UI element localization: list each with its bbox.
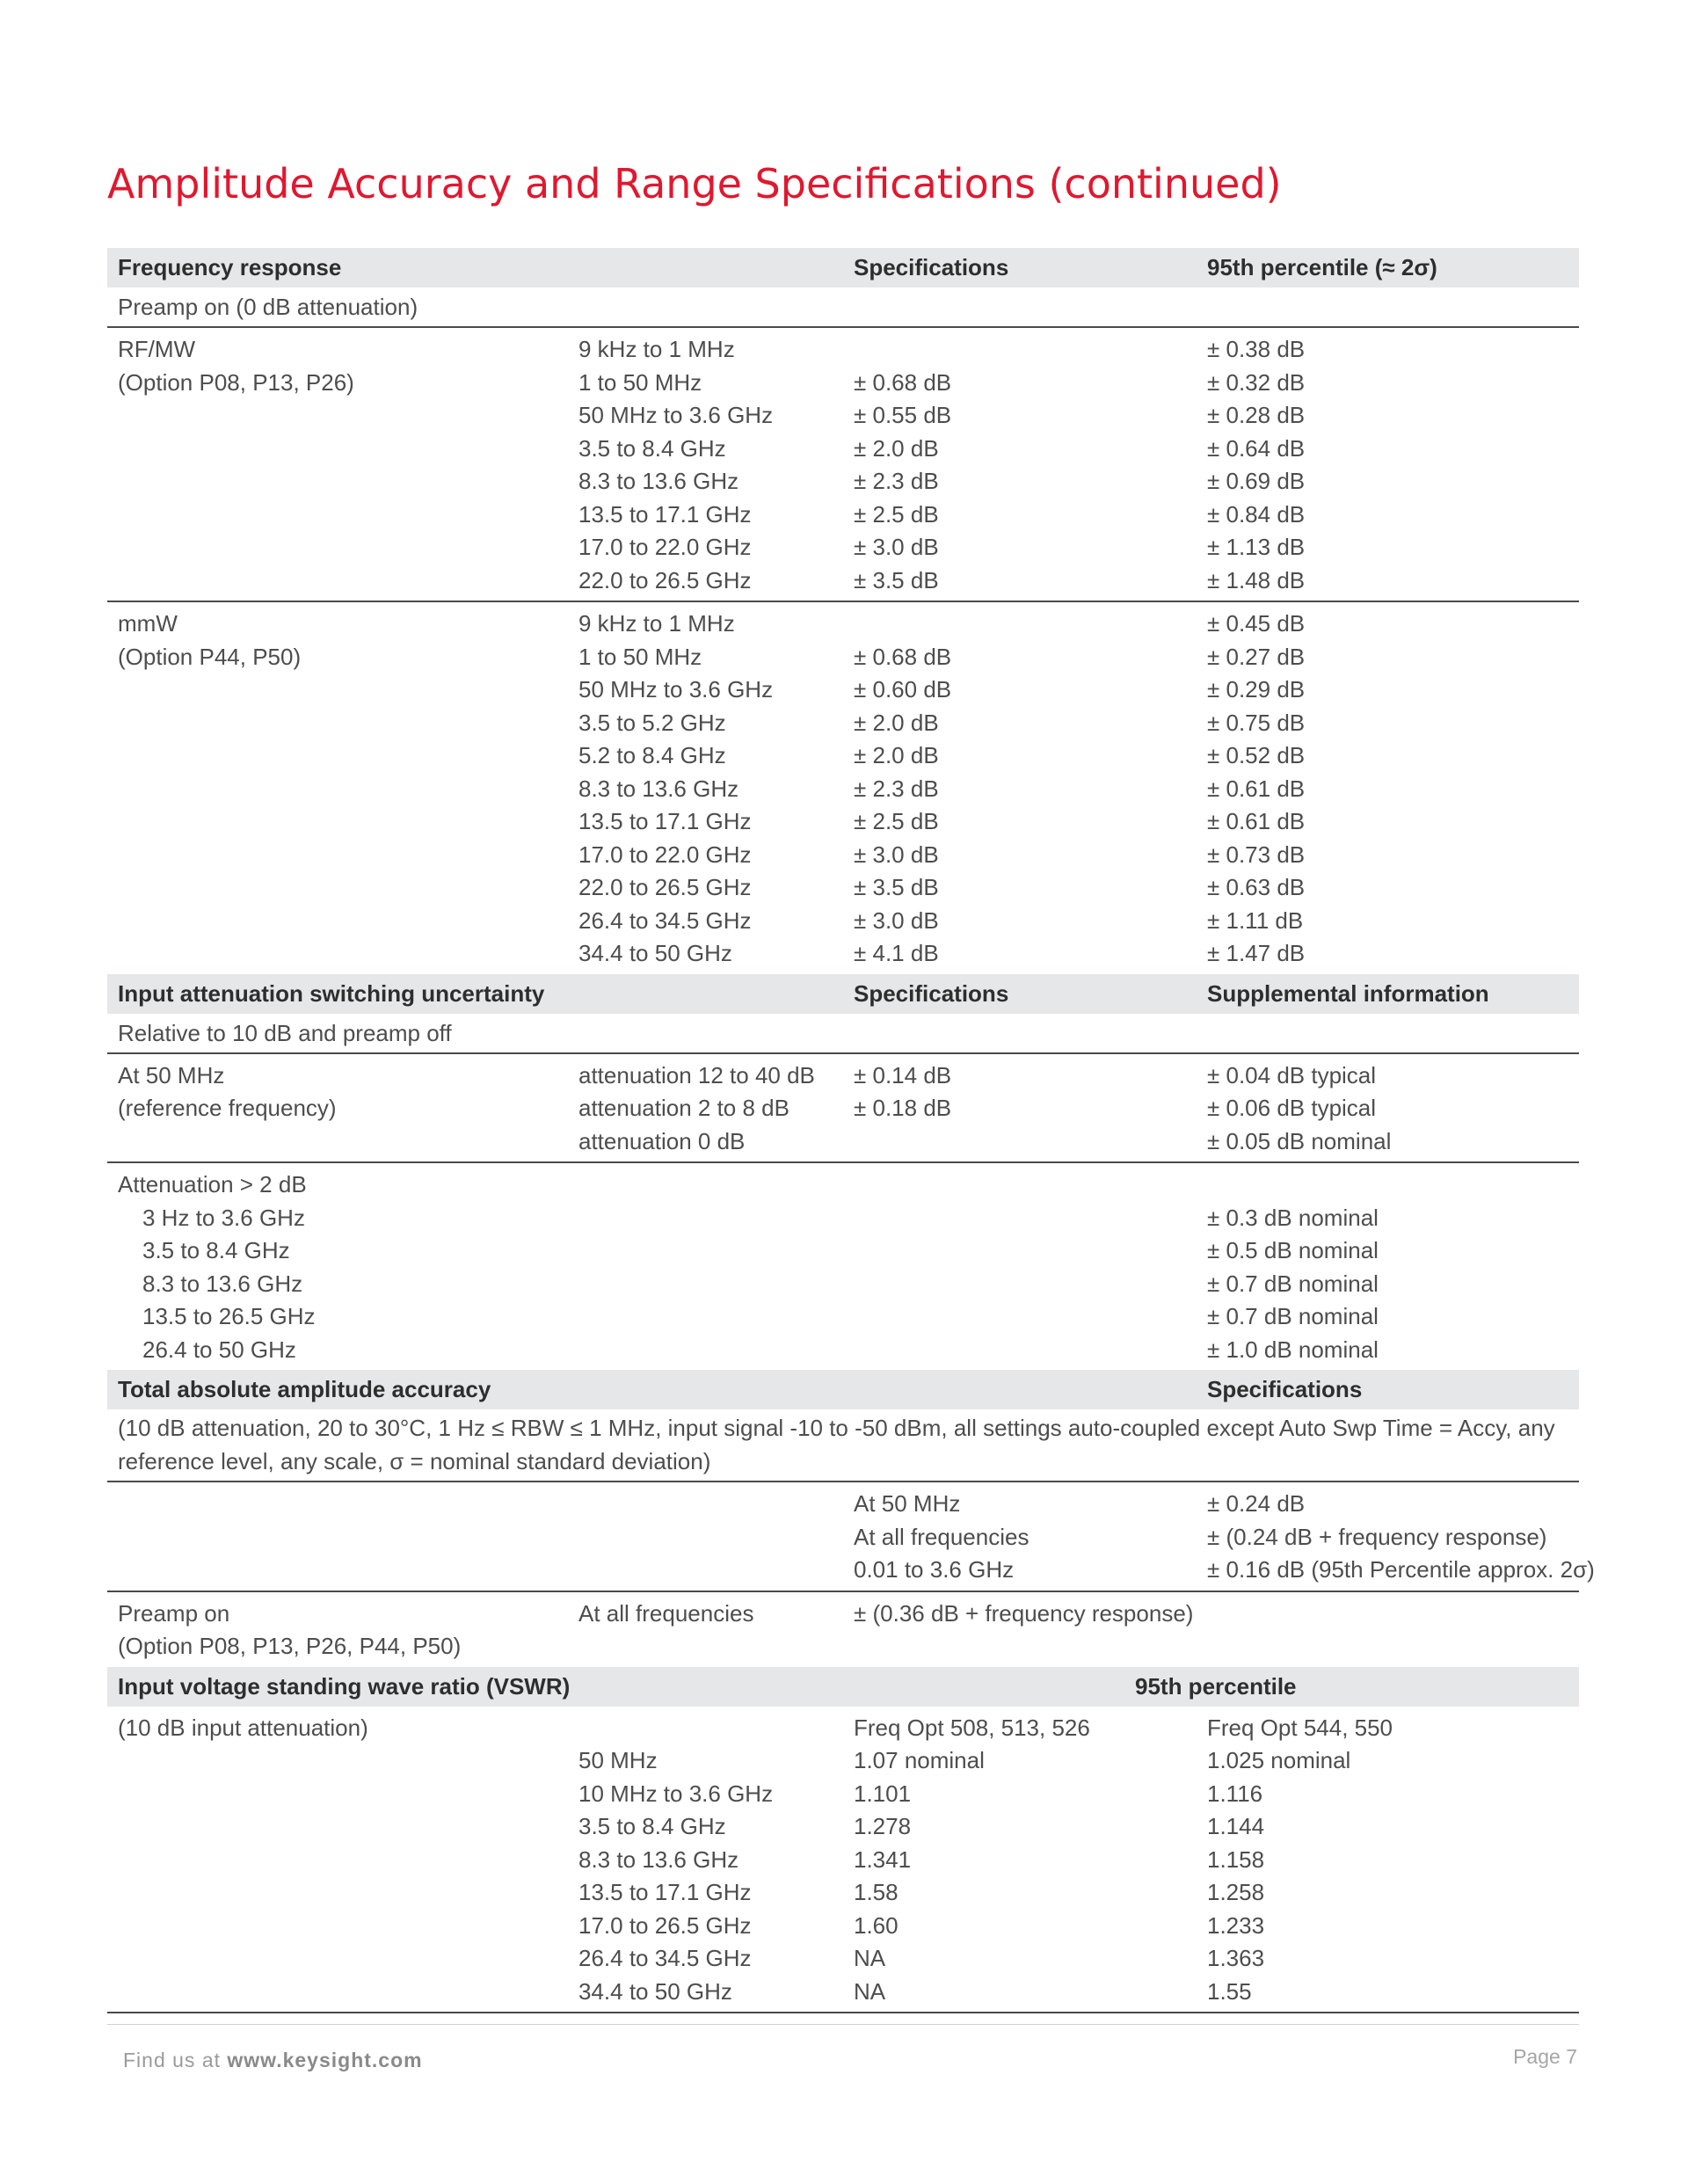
at50-group (107, 1053, 1579, 1163)
vswr-group (107, 1707, 1579, 2013)
percentile-column: ± 0.45 dB ± 0.27 dB ± 0.29 dB ± 0.75 dB ± 0.52 dB ± 0.61 dB ± 0.61 dB ± 0.73 dB ± 0.63 dB ± 1.11 dB ± 1.47 dB (1207, 610, 1306, 966)
table-end-rule (107, 2013, 1579, 2015)
frequency-column: 9 kHz to 1 MHz 1 to 50 MHz 50 MHz to 3.6 GHz 3.5 to 5.2 GHz 5.2 to 8.4 GHz 8.3 to 13.6 GHz 13.5 to 17.1 GHz 17.0 to 22.0 GHz 22.0 to 26.5 GHz 26.4 to 34.5 GHz 34.4 to 50 GHz (578, 610, 774, 966)
total-abs-group (107, 1481, 1579, 1591)
condition-text: (10 dB attenuation, 20 to 30°C, 1 Hz ≤ RBW ≤ 1 MHz, input signal -10 to -50 dBm, all settings auto-coupled except Auto Swp Time = Accy, any reference level, any scale, σ = nominal standard deviation) (107, 1409, 1579, 1481)
vswr-header (107, 1667, 1579, 1707)
spec-column: ± (0.36 dB + frequency response) (854, 1599, 1194, 1627)
percentile-column: ± 0.38 dB ± 0.32 dB ± 0.28 dB ± 0.64 dB ± 0.69 dB ± 0.84 dB ± 1.13 dB ± 1.48 dB (1197, 327, 1579, 601)
group-label: mmW (Option P44, P50) (118, 610, 302, 670)
freq-response-header (107, 248, 1579, 288)
frequency-column: 9 kHz to 1 MHz 1 to 50 MHz 50 MHz to 3.6 GHz 3.5 to 8.4 GHz 8.3 to 13.6 GHz 13.5 to 17.1 GHz 17.0 to 22.0 GHz 22.0 to 26.5 GHz (568, 327, 843, 601)
condition-row (107, 1409, 1579, 1481)
condition-text: Preamp on (0 dB attenuation) (107, 288, 1579, 327)
supplemental-column: ± 0.3 dB nominal ± 0.5 dB nominal ± 0.7 dB nominal ± 0.7 dB nominal ± 1.0 dB nominal (1207, 1204, 1379, 1363)
spec-table (107, 248, 1595, 2015)
rfmw-group (107, 327, 1579, 601)
attenuation-column: attenuation 12 to 40 dB attenuation 2 to 8 dB attenuation 0 dB (568, 1053, 843, 1163)
column-heading: Specifications (843, 974, 1197, 1014)
footer-url-link[interactable]: www.keysight.com (227, 2049, 423, 2071)
page-title: Amplitude Accuracy and Range Specifications (continued) (107, 160, 1282, 207)
footer-prefix: Find us at (123, 2049, 221, 2071)
spec-column: ± 0.24 dB ± (0.24 dB + frequency response) ± 0.16 dB (95th Percentile approx. 2σ) (1197, 1481, 1579, 1591)
gt2-group (107, 1162, 1579, 1370)
column-heading: 95th percentile (1135, 1672, 1297, 1700)
opt544-column: Freq Opt 544, 550 1.025 nominal 1.116 1.144 1.158 1.258 1.233 1.363 1.55 (1207, 1714, 1393, 2005)
frequency-column: At all frequencies (578, 1599, 754, 1627)
section-heading: Total absolute amplitude accuracy (107, 1370, 1197, 1409)
group-label: RF/MW (Option P08, P13, P26) (107, 327, 568, 601)
footer-divider (107, 2024, 1579, 2025)
spec-column: ± 0.68 dB ± 0.55 dB ± 2.0 dB ± 2.3 dB ± 2.5 dB ± 3.0 dB ± 3.5 dB (843, 327, 1197, 601)
group-label: Preamp on (Option P08, P13, P26, P44, P50) (118, 1599, 462, 1659)
supplemental-column: ± 0.04 dB typical ± 0.06 dB typical ± 0.05 dB nominal (1197, 1053, 1579, 1163)
opt508-column: Freq Opt 508, 513, 526 1.07 nominal 1.101 1.278 1.341 1.58 1.60 NA NA (854, 1714, 1090, 2005)
group-label: Attenuation > 2 dB 3 Hz to 3.6 GHz 3.5 to 8.4 GHz 8.3 to 13.6 GHz 13.5 to 26.5 GHz 26.4 to 50 GHz (118, 1171, 316, 1363)
column-heading: Supplemental information (1197, 974, 1579, 1014)
page-number: Page 7 (1513, 2045, 1577, 2068)
section-heading: Input voltage standing wave ratio (VSWR) (107, 1667, 1197, 1707)
footer-contact (123, 2049, 423, 2072)
section-heading: Input attenuation switching uncertainty (107, 974, 843, 1014)
total-abs-header (107, 1370, 1579, 1409)
column-heading: Specifications (1197, 1370, 1579, 1409)
mmw-group (107, 601, 1579, 974)
section-heading: Frequency response (107, 248, 843, 288)
spec-column: ± 0.68 dB ± 0.60 dB ± 2.0 dB ± 2.0 dB ± 2.3 dB ± 2.5 dB ± 3.0 dB ± 3.5 dB ± 3.0 dB ± 4.1 dB (854, 643, 952, 966)
column-heading: Specifications (843, 248, 1197, 288)
atten-switch-header (107, 974, 1579, 1014)
condition-row (107, 1014, 1579, 1053)
group-label: (10 dB input attenuation) (118, 1714, 368, 1741)
condition-column: At 50 MHz At all frequencies 0.01 to 3.6 GHz (843, 1481, 1197, 1591)
column-heading: 95th percentile (≈ 2σ) (1197, 248, 1579, 288)
condition-text: Relative to 10 dB and preamp off (107, 1014, 1579, 1053)
condition-row (107, 288, 1579, 327)
spec-column: ± 0.14 dB ± 0.18 dB (843, 1053, 1197, 1163)
group-label: At 50 MHz (reference frequency) (107, 1053, 568, 1163)
frequency-column: 50 MHz 10 MHz to 3.6 GHz 3.5 to 8.4 GHz 8.3 to 13.6 GHz 13.5 to 17.1 GHz 17.0 to 26.5 GHz 26.4 to 34.5 GHz 34.4 to 50 GHz (578, 1747, 774, 2005)
preamp-group (107, 1591, 1579, 1667)
